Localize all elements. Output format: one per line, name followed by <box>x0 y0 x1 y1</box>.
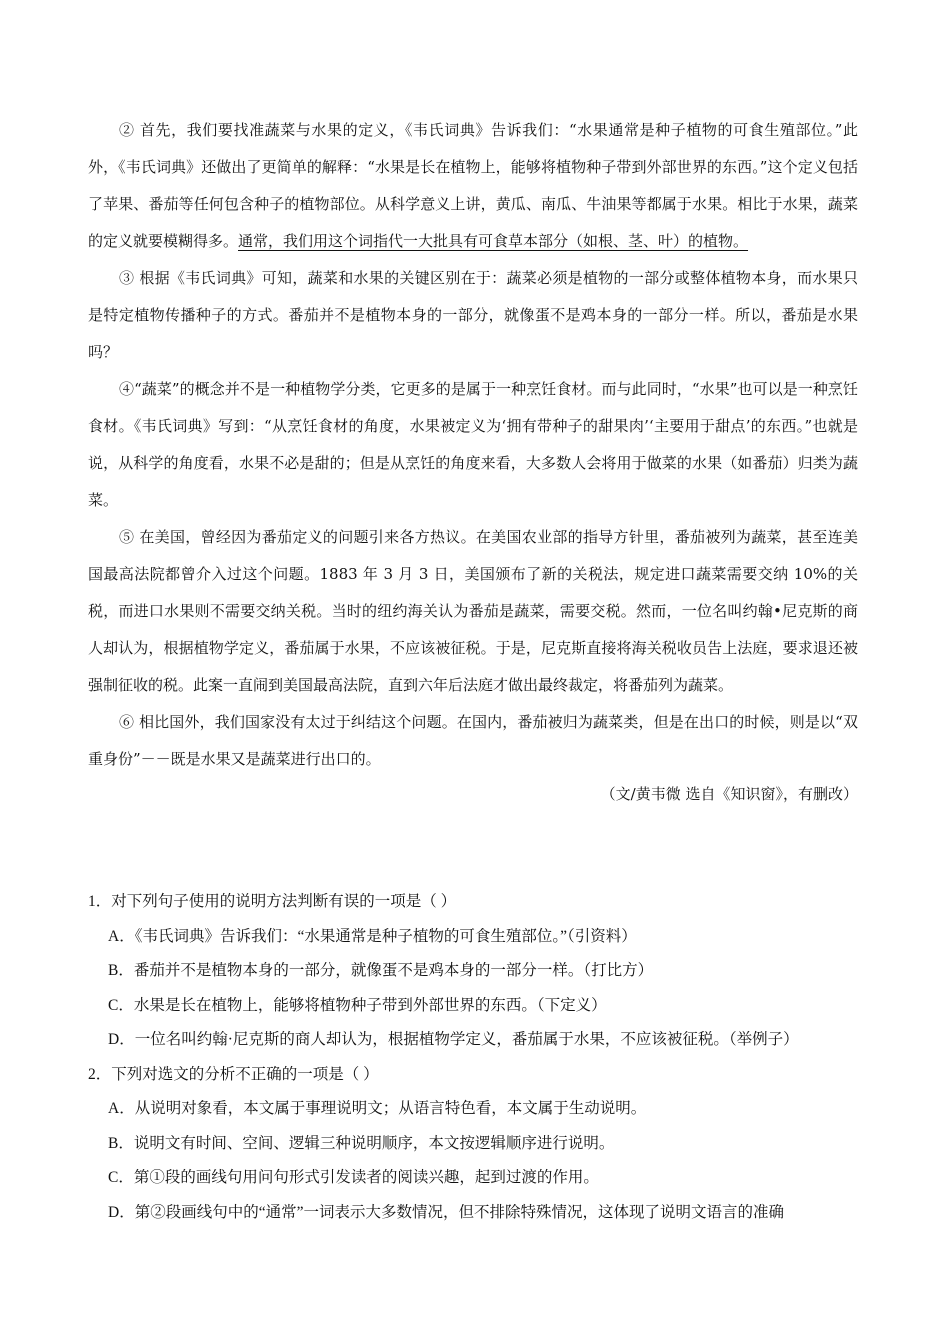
question-stem: 1．对下列句子使用的说明方法判断有误的一项是（ ） <box>88 893 457 910</box>
paragraph-6: ⑥ 相比国外，我们国家没有太过于纠结这个问题。在国内，番茄被归为蔬菜类，但是在出口的时候，则是以“双重身份”－－既是水果又是蔬菜进行出口的。 <box>88 713 858 768</box>
question-2 <box>88 1058 858 1231</box>
option-c: C．水果是长在植物上，能够将植物种子带到外部世界的东西。（下定义） <box>108 996 607 1014</box>
paragraph-3: ③ 根据《韦氏词典》可知，蔬菜和水果的关键区别在于：蔬菜必须是植物的一部分或整体植物本身，而水果只是特定植物传播种子的方式。番茄并不是植物本身的一部分，就像蛋不是鸡本身的一部分一样。所以，番茄是水果吗？ <box>88 269 858 361</box>
option-c: C．第①段的画线句用问句形式引发读者的阅读兴趣，起到过渡的作用。 <box>108 1169 599 1186</box>
source-citation: （文/黄韦微 选自《知识窗》，有删改） <box>600 785 858 803</box>
option-a: A．从说明对象看，本文属于事理说明文；从语言特色看，本文属于生动说明。 <box>108 1100 647 1117</box>
questions-section <box>88 885 858 1230</box>
paragraph-2-text: ② 首先，我们要找准蔬菜与水果的定义，《韦氏词典》告诉我们：“水果通常是种子植物的可食生殖部位。”此外，《韦氏词典》还做出了更简单的解释：“水果是长在植物上，能够将植物种子带到外部世界的东西。”这个定义包括了苹果、番茄等任何包含种子的植物部位。从科学意义上讲，黄瓜、南瓜、牛油果等都属于水果。相比于水果，蔬菜的定义就要模糊得多。 <box>88 121 858 250</box>
underlined-sentence: 通常，我们用这个词指代一大批具有可食草本部分（如根、茎、叶）的植物。 <box>238 232 749 250</box>
paragraph-5: ⑤ 在美国，曾经因为番茄定义的问题引来各方热议。在美国农业部的指导方针里，番茄被列为蔬菜，甚至连美国最高法院都曾介入过这个问题。1883 年 3 月 3 日，美国颁布了新的关税法，规定进口蔬菜需要交纳 10%的关税，而进口水果则不需要交纳关税。当时的纽约海关认为番茄是蔬菜，需要交税。然而，一位名叫约翰•尼克斯的商人却认为，根据植物学定义，番茄属于水果，不应该被征税。于是，尼克斯直接将海关税收员告上法庭，要求退还被强制征收的税。此案一直闹到美国最高法院，直到六年后法庭才做出最终裁定，将番茄列为蔬菜。 <box>88 528 858 694</box>
question-stem: 2．下列对选文的分析不正确的一项是（ ） <box>88 1065 379 1083</box>
paragraph-4: ④“蔬菜”的概念并不是一种植物学分类，它更多的是属于一种烹饪食材。而与此同时，“水果”也可以是一种烹饪食材。《韦氏词典》写到：“从烹饪食材的角度，水果被定义为‘拥有带种子的甜果肉’‘主要用于甜点’的东西。”也就是说，从科学的角度看，水果不必是甜的；但是从烹饪的角度来看，大多数人会将用于做菜的水果（如番茄）归类为蔬菜。 <box>88 380 858 509</box>
question-1 <box>88 885 858 1058</box>
option-d: D．第②段画线句中的“通常”一词表示大多数情况，但不排除特殊情况，这体现了说明文语言的准确 <box>108 1203 784 1221</box>
paragraph-2 <box>88 112 858 260</box>
option-b: B．说明文有时间、空间、逻辑三种说明顺序，本文按逻辑顺序进行说明。 <box>108 1134 615 1152</box>
option-d: D．一位名叫约翰·尼克斯的商人却认为，根据植物学定义，番茄属于水果，不应该被征税。（举例子） <box>108 1031 799 1048</box>
option-b: B．番茄并不是植物本身的一部分，就像蛋不是鸡本身的一部分一样。（打比方） <box>108 962 654 979</box>
option-a: A．《韦氏词典》告诉我们：“水果通常是种子植物的可食生殖部位。”（引资料） <box>108 927 637 945</box>
reading-passage <box>88 112 858 810</box>
